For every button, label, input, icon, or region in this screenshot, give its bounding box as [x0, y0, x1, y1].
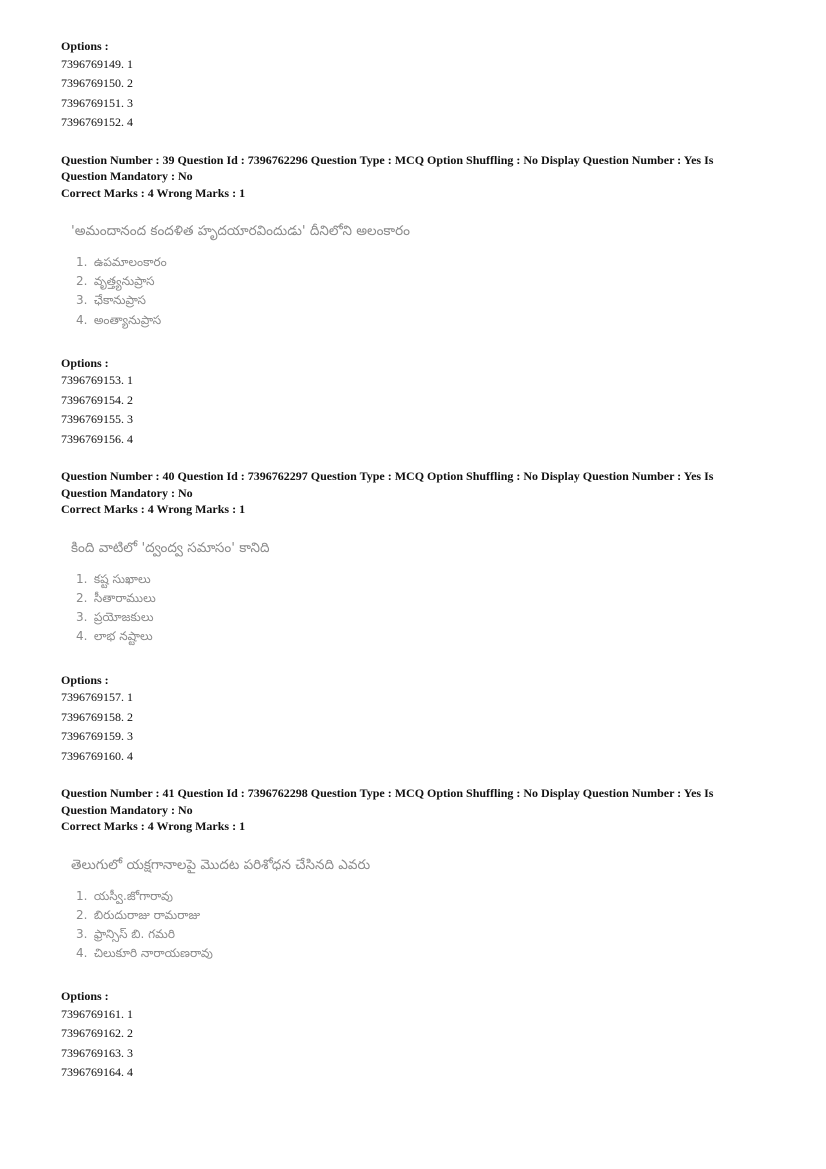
question-image [71, 539, 761, 647]
option-id: 7396769156. 4 [61, 431, 133, 446]
choice-number: 4. [76, 946, 88, 961]
answer-choice [71, 944, 761, 963]
option-id: 7396769160. 4 [61, 748, 133, 763]
choice-text: ప్రయోజకులు [93, 610, 154, 625]
option-id: 7396769150. 2 [61, 76, 133, 90]
answer-choice [71, 627, 761, 646]
question-marks: Correct Marks : 4 Wrong Marks : 1 [61, 185, 246, 200]
question-block [61, 468, 761, 766]
option-id: 7396769161. 1 [61, 1006, 133, 1021]
choice-text: ఫ్రాన్సిస్ బి. గమరి [93, 927, 175, 942]
choice-text: వృత్త్యనుప్రాస [93, 274, 155, 289]
choice-number: 4. [76, 312, 88, 327]
choice-number: 3. [76, 610, 88, 625]
option-id: 7396769155. 3 [61, 412, 133, 427]
question-header [61, 152, 761, 202]
question-stem: తెలుగులో యక్షగానాలపై మొదట పరిశోధన చేసినది ఎవరు [71, 856, 371, 873]
answer-choice [71, 589, 761, 608]
question-block [61, 152, 761, 450]
options-label: Options : [61, 672, 109, 687]
question-header [61, 468, 761, 518]
choice-text: కష్ట సుఖాలు [93, 571, 151, 586]
question-mandatory: Question Mandatory : No [61, 169, 193, 183]
choice-number: 1. [76, 888, 88, 903]
choice-number: 3. [76, 293, 88, 308]
option-id: 7396769154. 2 [61, 392, 133, 407]
choice-number: 1. [76, 571, 88, 586]
choice-text: అంత్యానుప్రాస [93, 312, 162, 327]
choice-text: లాభ నష్టాలు [93, 629, 153, 644]
question-marks: Correct Marks : 4 Wrong Marks : 1 [61, 819, 246, 834]
option-id: 7396769152. 4 [61, 115, 133, 129]
question-stem: 'అమందానంద కందళిత హృదయారవిందుడు' దీనిలోని అలంకారం [71, 223, 410, 239]
answer-choice [71, 253, 761, 272]
answer-choice [71, 906, 761, 925]
choice-text: సీతారాములు [93, 591, 156, 606]
choice-text: యస్వీ.జోగారావు [93, 888, 173, 903]
answer-choice [71, 272, 761, 291]
question-block [61, 785, 761, 1083]
options-label: Options : [61, 355, 109, 370]
option-id: 7396769151. 3 [61, 95, 133, 110]
options-block [61, 672, 761, 767]
question-marks: Correct Marks : 4 Wrong Marks : 1 [61, 502, 246, 517]
option-id: 7396769153. 1 [61, 373, 133, 388]
choice-text: ఛేకానుప్రాస [93, 293, 146, 308]
choice-number: 4. [76, 629, 88, 644]
question-header-line: Question Number : 39 Question Id : 7396762296 Question Type : MCQ Option Shuffling : No Display Question Number : Yes Is [61, 152, 714, 167]
document-page [61, 38, 761, 1102]
answer-choice [71, 608, 761, 627]
answer-choice [71, 887, 761, 906]
choice-text: ఉపమాలంకారం [93, 255, 167, 269]
option-id: 7396769157. 1 [61, 690, 133, 705]
option-id: 7396769164. 4 [61, 1065, 133, 1080]
answer-choice [71, 291, 761, 310]
answer-choice [71, 570, 761, 589]
option-id: 7396769162. 2 [61, 1026, 133, 1041]
choice-text: చిలుకూరి నారాయణరావు [93, 946, 213, 961]
question-header-line: Question Number : 40 Question Id : 7396762297 Question Type : MCQ Option Shuffling : No Display Question Number : Yes Is [61, 469, 714, 484]
question-header-line: Question Number : 41 Question Id : 7396762298 Question Type : MCQ Option Shuffling : No Display Question Number : Yes Is [61, 786, 714, 801]
question-mandatory: Question Mandatory : No [61, 485, 193, 500]
options-block [61, 988, 761, 1083]
question-header [61, 785, 761, 835]
question-image [71, 222, 761, 330]
option-id: 7396769159. 3 [61, 729, 133, 744]
answer-choice [71, 311, 761, 330]
options-block [61, 355, 761, 450]
choice-number: 2. [76, 591, 88, 606]
option-id: 7396769163. 3 [61, 1045, 133, 1060]
options-label: Options : [61, 39, 109, 53]
question-stem: కింది వాటిలో 'ద్వంద్వ సమాసం' కానిది [71, 539, 270, 556]
answer-choice [71, 925, 761, 944]
question-mandatory: Question Mandatory : No [61, 802, 193, 817]
choice-text: బిరుదురాజు రామరాజు [93, 907, 201, 922]
choice-number: 2. [76, 907, 88, 922]
choice-number: 3. [76, 927, 88, 942]
option-id: 7396769158. 2 [61, 709, 133, 724]
question-image [71, 856, 761, 964]
choice-number: 1. [76, 255, 88, 269]
options-label: Options : [61, 989, 109, 1004]
choice-number: 2. [76, 274, 88, 289]
option-id: 7396769149. 1 [61, 56, 133, 71]
options-block [61, 38, 761, 133]
